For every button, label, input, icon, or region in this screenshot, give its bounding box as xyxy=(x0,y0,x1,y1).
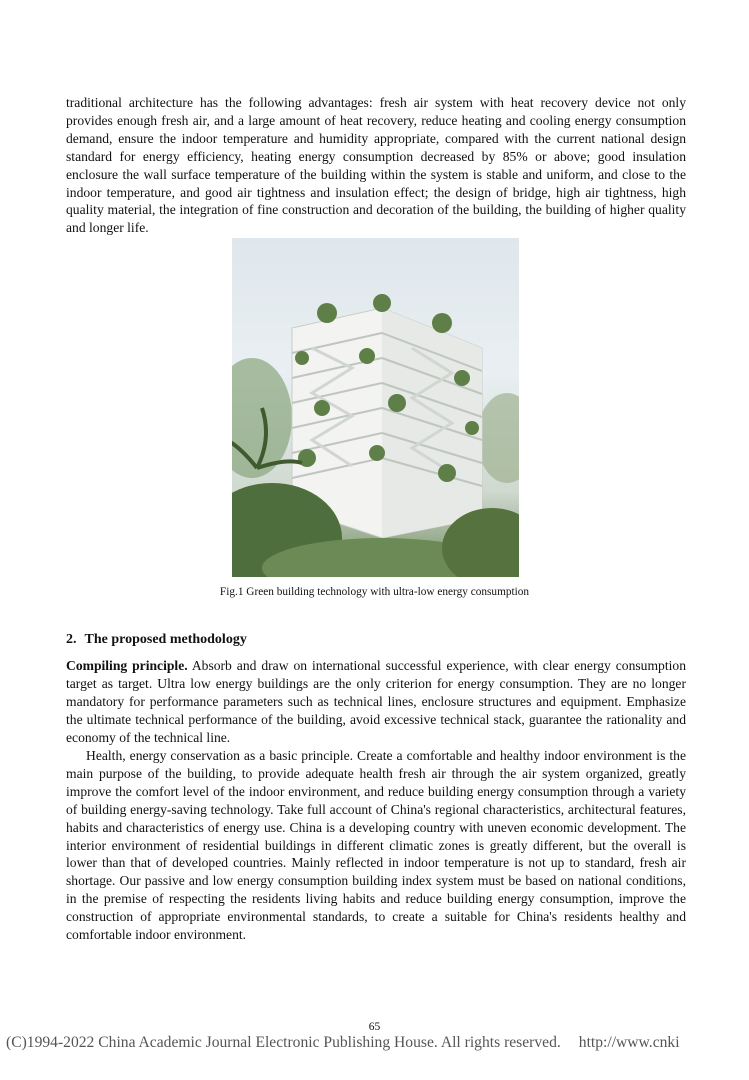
section-title: The proposed methodology xyxy=(84,632,247,647)
figure-caption: Fig.1 Green building technology with ultra-low energy consumption xyxy=(219,586,530,598)
building-figure-image xyxy=(232,238,519,577)
paragraph-lead: Compiling principle. xyxy=(66,658,188,673)
intro-paragraph: traditional architecture has the following advantages: fresh air system with heat recovery device not only provides enough fresh air, and a large amount of heat recovery, reduce heating and cooling energy consumption demand, ensure the indoor temperature and humidity appropriate, compared with the current national design standard for energy efficiency, heating energy consumption decreased by 85% or above; good insulation enclosure the wall surface temperature of the building within the system is stable and uniform, and close to the indoor temperature, and good air tightness and insulation effect; the design of bridge, high air tightness, high quality material, the integration of fine construction and decoration of the building, the building of higher quality and longer life. xyxy=(66,95,686,236)
compiling-principle-paragraph xyxy=(66,657,686,747)
page-number: 65 xyxy=(368,1021,381,1033)
health-principle-paragraph: Health, energy conservation as a basic principle. Create a comfortable and healthy indoor environment is the main purpose of the building, to provide adequate health fresh air through the air system organized, greatly improve the comfort level of the indoor environment, and reduce building energy consumption through a variety of building energy-saving technology. Take full account of China's regional characteristics, architectural features, habits and characteristics of energy use. China is a developing country with uneven economic development. The interior environment of residential buildings in different climatic zones is greatly different, but the overall is lower than that of developed countries. Mainly reflected in indoor temperature is not up to standard, fresh air shortage. Our passive and low energy consumption building index system must be based on national conditions, in the premise of respecting the residents living habits and reduce building energy consumption, improve the construction of appropriate environmental standards, to create a suitable for China's residents healthy and comfortable indoor environment. xyxy=(66,748,686,943)
paragraph-body: Absorb and draw on international successful experience, with clear energy consumption target as target. Ultra low energy buildings are the only criterion for energy consumption. They are no longer mandatory for performance parameters such as technical lines, enclosure structures and equipment. Emphasize the ultimate technical performance of the building, avoid excessive technical stack, guarantee the rationality and economy of the technical line. xyxy=(66,658,686,745)
section-number: 2. xyxy=(66,632,77,647)
copyright-footer xyxy=(6,1034,680,1052)
section-heading xyxy=(66,632,255,648)
copyright-text: (C)1994-2022 China Academic Journal Electronic Publishing House. All rights reserved. xyxy=(6,1034,561,1051)
green-building-illustration xyxy=(232,238,519,577)
footer-url[interactable]: http://www.cnki xyxy=(578,1034,680,1051)
